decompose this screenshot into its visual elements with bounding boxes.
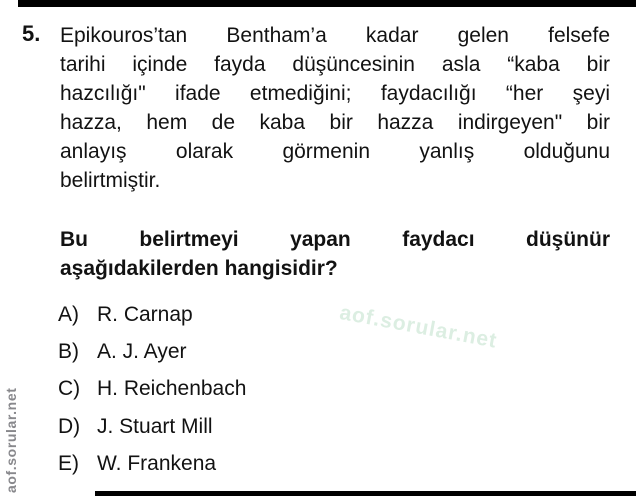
bottom-border-bar (95, 491, 636, 496)
paragraph-line: Epikouros’tan Bentham’a kadar gelen felsefe (60, 24, 610, 47)
answer-option (58, 408, 618, 445)
watermark-diagonal: aof.sorular.net (337, 301, 500, 353)
answer-option (58, 296, 618, 333)
option-letter: E) (58, 452, 79, 476)
prompt-line: aşağıdakilerden hangisidir? (60, 257, 338, 280)
option-letter: C) (58, 377, 81, 401)
question-number: 5. (22, 21, 41, 46)
answer-options-list (58, 296, 618, 483)
prompt-line: Bu belirtmeyi yapan faydacı düşünür (60, 228, 610, 251)
paragraph-line: tarihi içinde fayda düşüncesinin asla “kaba bir (60, 53, 610, 76)
question-paragraph (60, 21, 610, 195)
option-letter: B) (58, 340, 79, 364)
paragraph-line: belirtmiştir. (60, 169, 161, 192)
paragraph-line: hazza, hem de kaba bir hazza indirgeyen" bir (60, 111, 610, 134)
option-text: J. Stuart Mill (97, 414, 213, 438)
answer-option (58, 371, 618, 408)
option-text: W. Frankena (97, 452, 217, 476)
option-letter: A) (58, 302, 79, 326)
watermark-vertical: aof.sorular.net (3, 387, 19, 493)
top-border-bar (18, 0, 636, 7)
question-prompt (60, 225, 610, 283)
option-letter: D) (58, 414, 81, 438)
option-text: H. Reichenbach (97, 377, 247, 401)
paragraph-line: anlayış olarak görmenin yanlış olduğunu (60, 140, 610, 163)
answer-option (58, 446, 618, 483)
answer-option (58, 333, 618, 370)
option-text: A. J. Ayer (97, 340, 187, 364)
option-text: R. Carnap (97, 302, 193, 326)
paragraph-line: hazcılığı" ifade etmediğini; faydacılığı “her şeyi (60, 82, 610, 105)
